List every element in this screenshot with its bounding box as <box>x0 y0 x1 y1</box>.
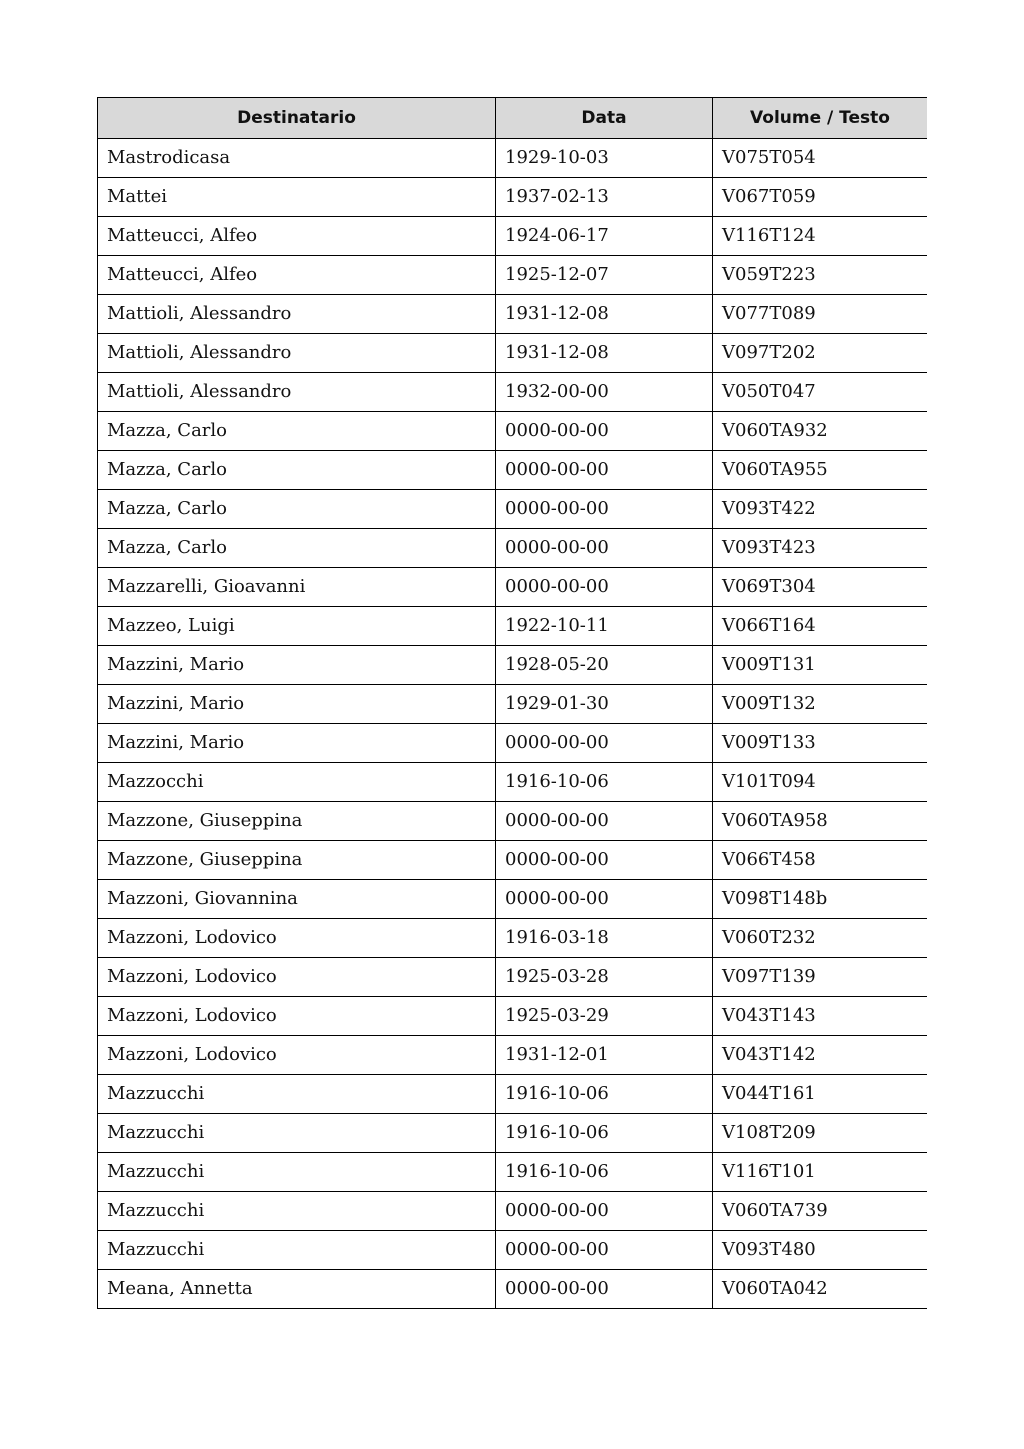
table-row <box>98 1270 928 1309</box>
cell-destinatario: Mazzoni, Lodovico <box>98 919 496 958</box>
header-data: Data <box>496 98 713 139</box>
cell-destinatario: Mazzucchi <box>98 1153 496 1192</box>
cell-destinatario: Mastrodicasa <box>98 139 496 178</box>
table-row <box>98 1075 928 1114</box>
cell-data: 1916-10-06 <box>496 1114 713 1153</box>
cell-destinatario: Mazza, Carlo <box>98 412 496 451</box>
table-row <box>98 1036 928 1075</box>
table-body <box>98 139 928 1309</box>
table-row <box>98 919 928 958</box>
cell-destinatario: Mazzucchi <box>98 1075 496 1114</box>
cell-volume-testo: V116T101 <box>713 1153 928 1192</box>
table-row <box>98 997 928 1036</box>
cell-data: 0000-00-00 <box>496 724 713 763</box>
header-volume-testo: Volume / Testo <box>713 98 928 139</box>
table-row <box>98 802 928 841</box>
cell-volume-testo: V009T131 <box>713 646 928 685</box>
cell-data: 0000-00-00 <box>496 880 713 919</box>
cell-destinatario: Mazzoni, Lodovico <box>98 997 496 1036</box>
cell-volume-testo: V059T223 <box>713 256 928 295</box>
table-row <box>98 646 928 685</box>
document-table-container <box>97 97 927 1312</box>
table-row <box>98 880 928 919</box>
cell-volume-testo: V060TA042 <box>713 1270 928 1309</box>
header-destinatario: Destinatario <box>98 98 496 139</box>
cell-destinatario: Mazzone, Giuseppina <box>98 802 496 841</box>
cell-destinatario: Mazzucchi <box>98 1114 496 1153</box>
table-row <box>98 1114 928 1153</box>
cell-destinatario: Meana, Annetta <box>98 1270 496 1309</box>
cell-volume-testo: V116T124 <box>713 217 928 256</box>
cell-destinatario: Mattioli, Alessandro <box>98 334 496 373</box>
cell-destinatario: Matteucci, Alfeo <box>98 217 496 256</box>
cell-destinatario: Mazzoni, Lodovico <box>98 958 496 997</box>
cell-destinatario: Mazzarelli, Gioavanni <box>98 568 496 607</box>
cell-volume-testo: V009T132 <box>713 685 928 724</box>
cell-data: 1916-10-06 <box>496 763 713 802</box>
cell-destinatario: Mazzoni, Lodovico <box>98 1036 496 1075</box>
cell-data: 1924-06-17 <box>496 217 713 256</box>
table-header-row <box>98 98 928 139</box>
cell-data: 0000-00-00 <box>496 568 713 607</box>
cell-data: 1928-05-20 <box>496 646 713 685</box>
cell-volume-testo: V077T089 <box>713 295 928 334</box>
cell-destinatario: Mazzini, Mario <box>98 646 496 685</box>
cell-volume-testo: V108T209 <box>713 1114 928 1153</box>
cell-volume-testo: V101T094 <box>713 763 928 802</box>
cell-data: 1929-01-30 <box>496 685 713 724</box>
cell-data: 0000-00-00 <box>496 1192 713 1231</box>
cell-destinatario: Mazza, Carlo <box>98 451 496 490</box>
cell-volume-testo: V093T422 <box>713 490 928 529</box>
cell-data: 1925-03-29 <box>496 997 713 1036</box>
cell-volume-testo: V060T232 <box>713 919 928 958</box>
table-row <box>98 958 928 997</box>
table-row <box>98 412 928 451</box>
cell-destinatario: Mazza, Carlo <box>98 529 496 568</box>
cell-data: 0000-00-00 <box>496 490 713 529</box>
cell-destinatario: Mattioli, Alessandro <box>98 295 496 334</box>
cell-volume-testo: V097T139 <box>713 958 928 997</box>
table-row <box>98 841 928 880</box>
cell-destinatario: Mazzini, Mario <box>98 724 496 763</box>
cell-volume-testo: V009T133 <box>713 724 928 763</box>
recipient-table <box>97 97 927 1309</box>
cell-volume-testo: V067T059 <box>713 178 928 217</box>
cell-destinatario: Mattioli, Alessandro <box>98 373 496 412</box>
cell-data: 1929-10-03 <box>496 139 713 178</box>
cell-data: 0000-00-00 <box>496 412 713 451</box>
cell-data: 1931-12-08 <box>496 334 713 373</box>
cell-destinatario: Mattei <box>98 178 496 217</box>
cell-destinatario: Mazzini, Mario <box>98 685 496 724</box>
cell-destinatario: Mazzone, Giuseppina <box>98 841 496 880</box>
cell-volume-testo: V060TA955 <box>713 451 928 490</box>
cell-volume-testo: V050T047 <box>713 373 928 412</box>
cell-destinatario: Mazzucchi <box>98 1192 496 1231</box>
cell-volume-testo: V066T164 <box>713 607 928 646</box>
cell-data: 1916-10-06 <box>496 1075 713 1114</box>
cell-data: 0000-00-00 <box>496 841 713 880</box>
cell-volume-testo: V066T458 <box>713 841 928 880</box>
table-row <box>98 724 928 763</box>
table-row <box>98 1153 928 1192</box>
cell-data: 1916-10-06 <box>496 1153 713 1192</box>
table-row <box>98 685 928 724</box>
table-row <box>98 295 928 334</box>
cell-volume-testo: V093T480 <box>713 1231 928 1270</box>
table-row <box>98 1231 928 1270</box>
cell-data: 1916-03-18 <box>496 919 713 958</box>
table-row <box>98 763 928 802</box>
cell-data: 0000-00-00 <box>496 802 713 841</box>
cell-volume-testo: V075T054 <box>713 139 928 178</box>
cell-data: 0000-00-00 <box>496 1270 713 1309</box>
cell-data: 1925-03-28 <box>496 958 713 997</box>
cell-destinatario: Matteucci, Alfeo <box>98 256 496 295</box>
cell-data: 1922-10-11 <box>496 607 713 646</box>
table-row <box>98 568 928 607</box>
cell-volume-testo: V097T202 <box>713 334 928 373</box>
cell-destinatario: Mazzucchi <box>98 1231 496 1270</box>
cell-data: 1931-12-08 <box>496 295 713 334</box>
table-row <box>98 178 928 217</box>
cell-data: 0000-00-00 <box>496 451 713 490</box>
table-row <box>98 139 928 178</box>
cell-data: 0000-00-00 <box>496 529 713 568</box>
cell-data: 0000-00-00 <box>496 1231 713 1270</box>
table-row <box>98 256 928 295</box>
table-row <box>98 529 928 568</box>
table-row <box>98 451 928 490</box>
cell-volume-testo: V043T142 <box>713 1036 928 1075</box>
cell-volume-testo: V060TA932 <box>713 412 928 451</box>
cell-destinatario: Mazza, Carlo <box>98 490 496 529</box>
cell-volume-testo: V060TA958 <box>713 802 928 841</box>
table-row <box>98 334 928 373</box>
cell-volume-testo: V043T143 <box>713 997 928 1036</box>
table-row <box>98 490 928 529</box>
cell-data: 1931-12-01 <box>496 1036 713 1075</box>
cell-destinatario: Mazzeo, Luigi <box>98 607 496 646</box>
cell-volume-testo: V093T423 <box>713 529 928 568</box>
cell-data: 1932-00-00 <box>496 373 713 412</box>
cell-data: 1937-02-13 <box>496 178 713 217</box>
cell-volume-testo: V098T148b <box>713 880 928 919</box>
table-row <box>98 217 928 256</box>
cell-volume-testo: V044T161 <box>713 1075 928 1114</box>
cell-volume-testo: V069T304 <box>713 568 928 607</box>
cell-data: 1925-12-07 <box>496 256 713 295</box>
table-row <box>98 607 928 646</box>
table-row <box>98 1192 928 1231</box>
cell-volume-testo: V060TA739 <box>713 1192 928 1231</box>
cell-destinatario: Mazzocchi <box>98 763 496 802</box>
cell-destinatario: Mazzoni, Giovannina <box>98 880 496 919</box>
table-row <box>98 373 928 412</box>
